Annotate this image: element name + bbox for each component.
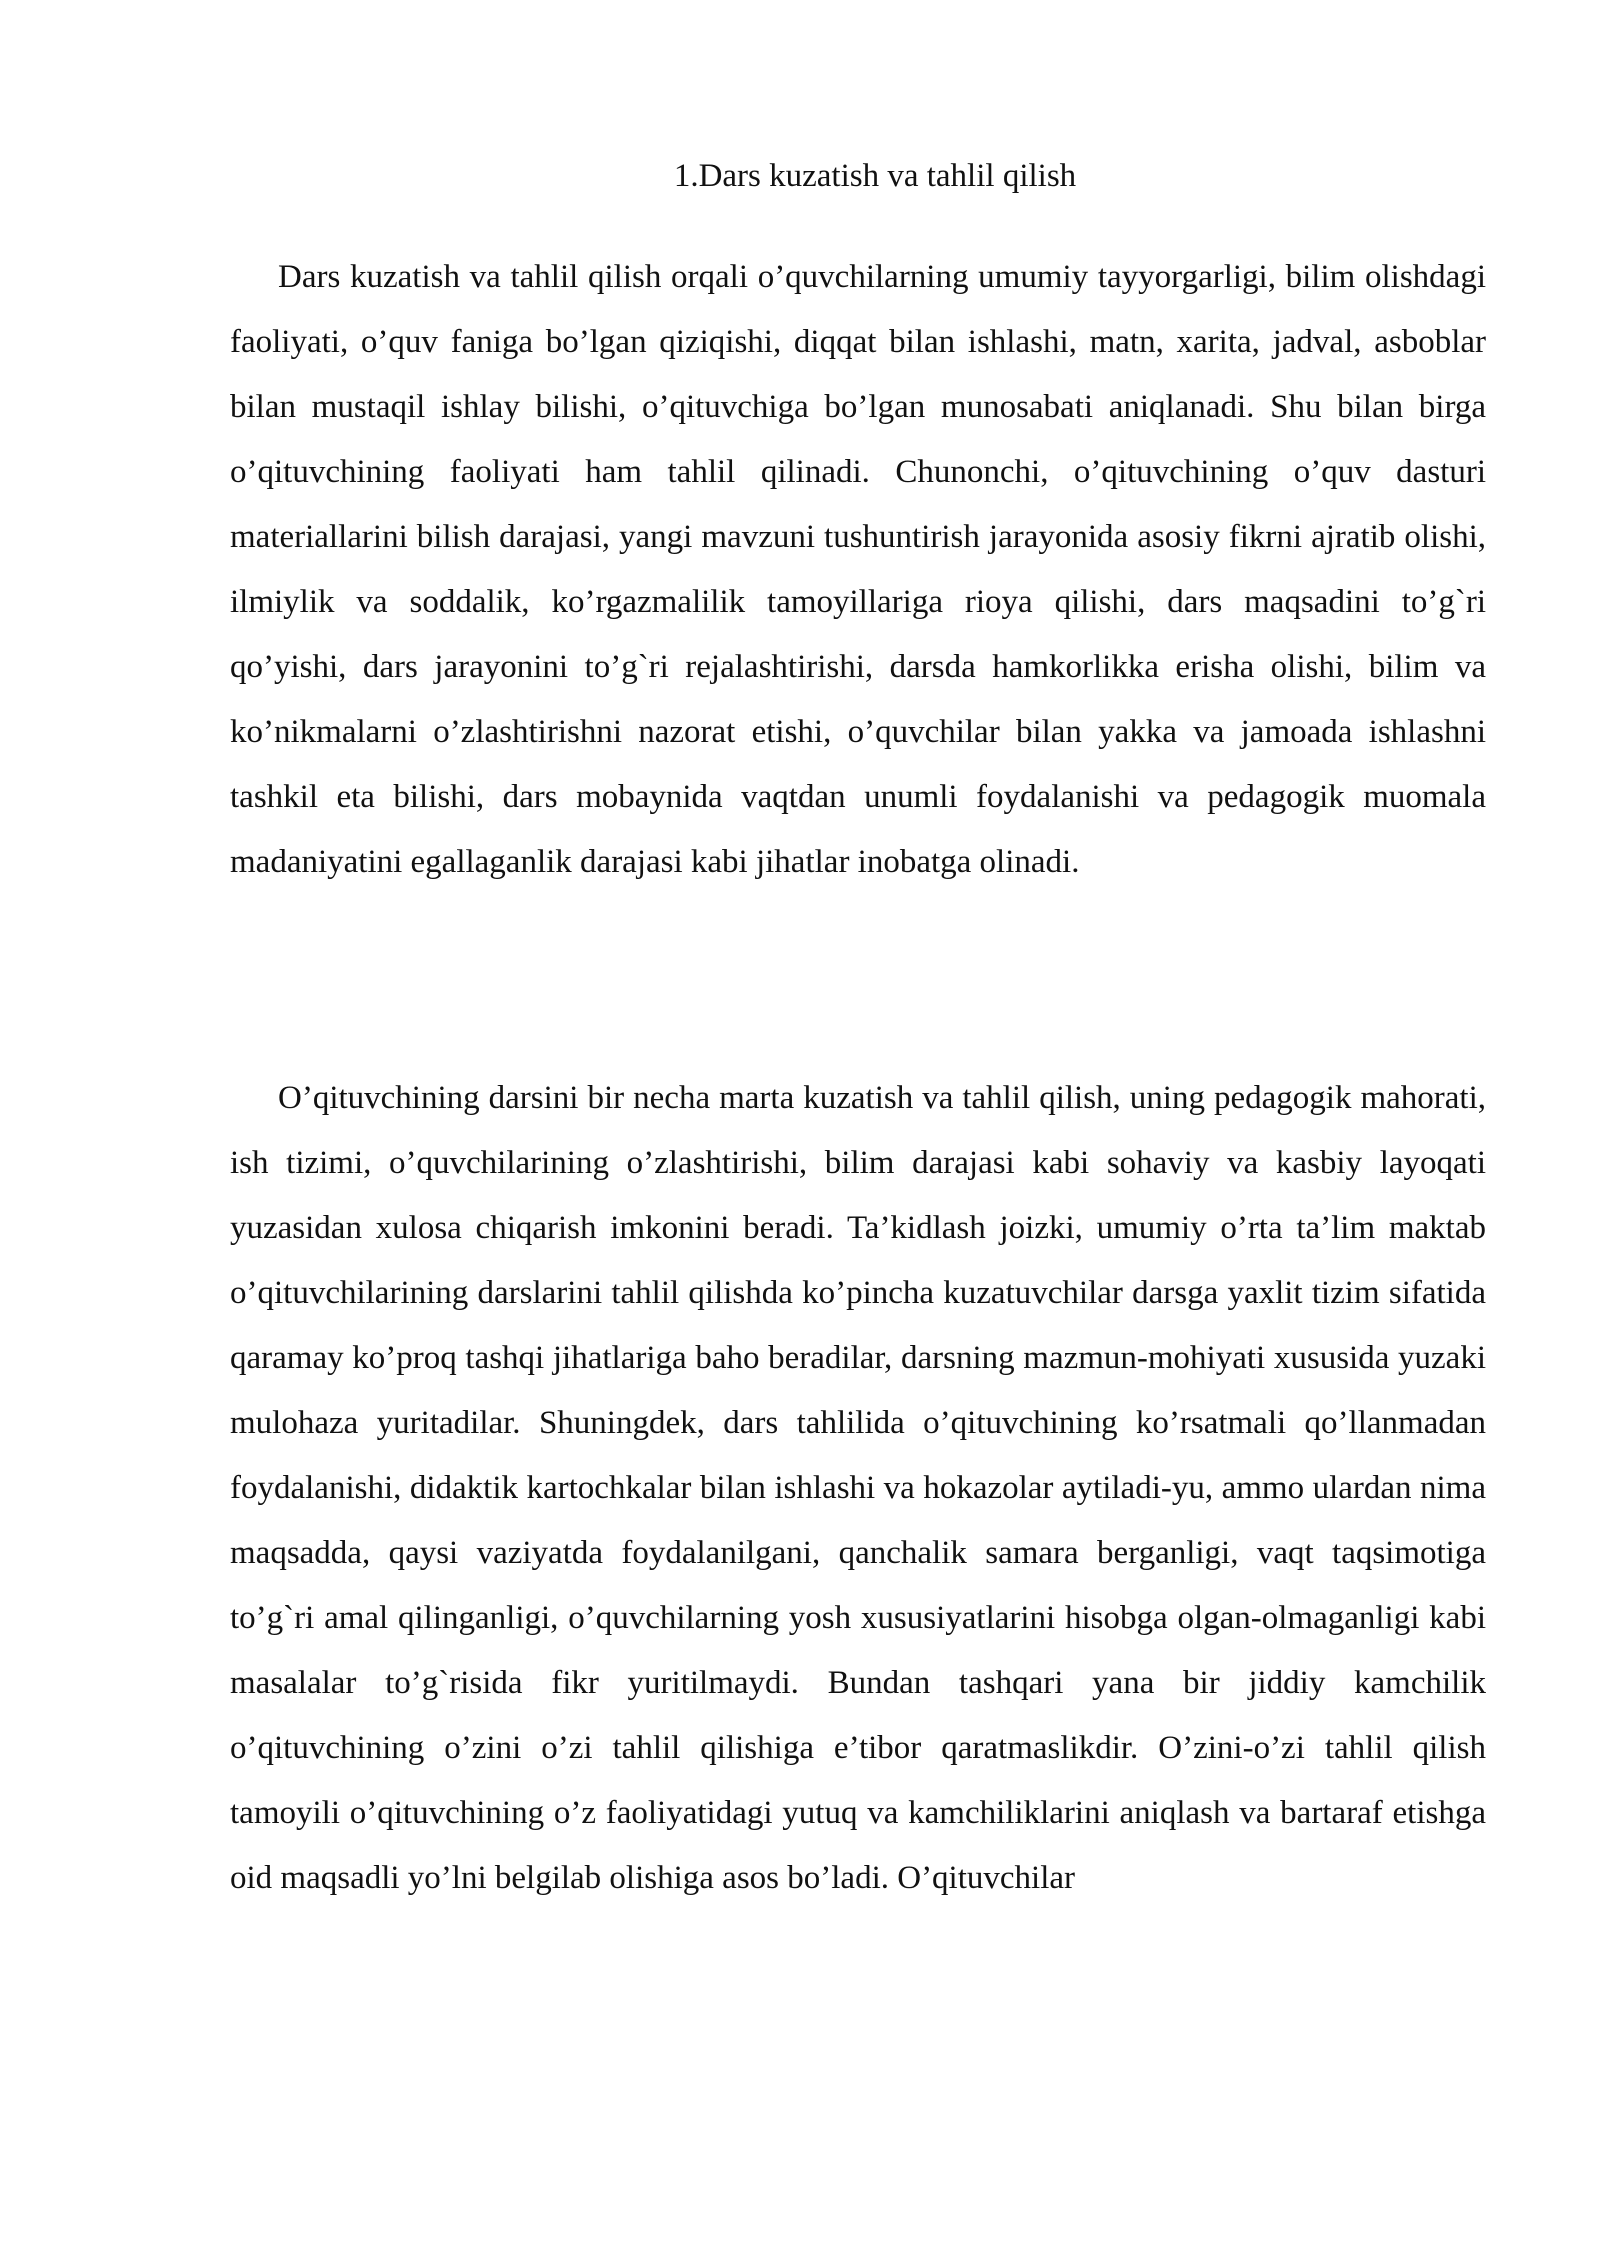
paragraph-text: O’qituvchining darsini bir necha marta kuzatish va tahlil qilish, uning pedagogik mahorati, ish tizimi, o’quvchilarining o’zlashtirishi, bilim darajasi kabi sohaviy va kasbiy layoqati yuzasidan xulosa chiqarish imkonini beradi. Ta’kidlash joizki, umumiy o’rta ta’lim maktab o’qituvchilarining darslarini tahlil qilishda ko’pincha kuzatuvchilar darsga yaxlit tizim sifatida qaramay ko’proq tashqi jihatlariga baho beradilar, darsning mazmun-mohiyati xususida yuzaki mulohaza yuritadilar. Shuningdek, dars tahlilida o’qituvchining ko’rsatmali qo’llanmadan foydalanishi, didaktik kartochkalar bilan ishlashi va hokazolar aytiladi-yu, ammo ulardan nima maqsadda, qaysi vaziyatda foydalanilgani, qanchalik samara berganligi, vaqt taqsimotiga to’g`ri amal qilinganligi, o’quvchilarning yosh xususiyatlarini hisobga olgan-olmaganligi kabi masalalar to’g`risida fikr yuritilmaydi. Bundan tashqari yana bir jiddiy kamchilik o’qituvchining o’zini o’zi tahlil qilishiga e’tibor qaratmaslikdir. O’zini-o’zi tahlil qilish tamoyili o’qituvchining o’z faoliyatidagi yutuq va kamchiliklarini aniqlash va bartaraf etishga oid maqsadli yo’lni belgilab olishiga asos bo’ladi. O’qituvchilar	[230, 1080, 1486, 1896]
paragraph-2	[230, 1066, 1486, 1911]
paragraph-text: Dars kuzatish va tahlil qilish orqali o’quvchilarning umumiy tayyorgarligi, bilim olishdagi faoliyati, o’quv faniga bo’lgan qiziqishi, diqqat bilan ishlashi, matn, xarita, jadval, asboblar bilan mustaqil ishlay bilishi, o’qituvchiga bo’lgan munosabati aniqlanadi. Shu bilan birga o’qituvchining faoliyati ham tahlil qilinadi. Chunonchi, o’qituvchining o’quv dasturi materiallarini bilish darajasi, yangi mavzuni tushuntirish jarayonida asosiy fikrni ajratib olishi, ilmiylik va soddalik, ko’rgazmalilik tamoyillariga rioya qilishi, dars maqsadini to’g`ri qo’yishi, dars jarayonini to’g`ri rejalashtirishi, darsda hamkorlikka erisha olishi, bilim va ko’nikmalarni o’zlashtirishni nazorat etishi, o’quvchilar bilan yakka va jamoada ishlashni tashkil eta bilishi, dars mobaynida vaqtdan unumli foydalanishi va pedagogik muomala madaniyatini egallaganlik darajasi kabi jihatlar inobatga olinadi.	[230, 259, 1486, 880]
page-title: 1.Dars kuzatish va tahlil qilish	[673, 158, 1077, 194]
paragraph-1	[230, 245, 1486, 895]
